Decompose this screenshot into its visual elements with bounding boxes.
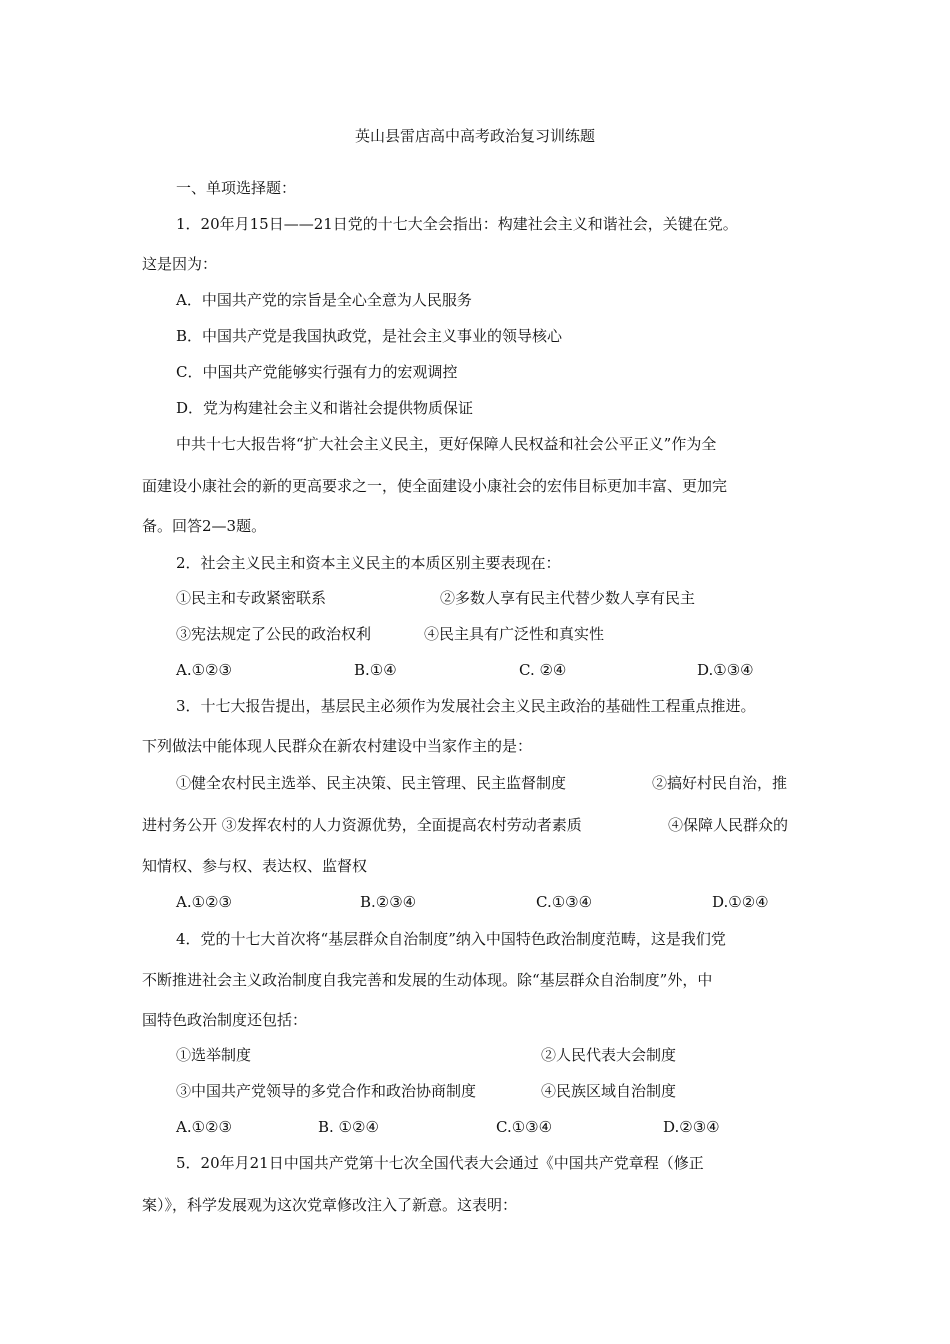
q4-stem-line2: 不断推进社会主义政治制度自我完善和发展的生动体现。除“基层群众自治制度”外，中: [142, 971, 713, 989]
q2-option-b: B.①④: [354, 661, 397, 679]
passage-line3: 备。回答2—3题。: [142, 517, 267, 535]
q1-stem-line2: 这是因为：: [142, 255, 218, 273]
q2-option-a: A.①②③: [176, 661, 232, 679]
q1-option-d: D．党为构建社会主义和谐社会提供物质保证: [176, 399, 474, 417]
q4-statement-1: ①选举制度: [176, 1046, 252, 1064]
section-heading: 一、单项选择题：: [176, 179, 297, 197]
q4-statement-4: ④民族区域自治制度: [541, 1082, 677, 1100]
q3-option-d: D.①②④: [712, 893, 769, 911]
q4-stem-line1: 4．党的十七大首次将“基层群众自治制度”纳入中国特色政治制度范畴，这是我们党: [176, 930, 726, 948]
q2-statement-1: ①民主和专政紧密联系: [176, 589, 327, 607]
q4-option-d: D.②③④: [663, 1118, 720, 1136]
passage-line1: 中共十七大报告将“扩大社会主义民主，更好保障人民权益和社会公平正义”作为全: [176, 435, 717, 453]
q5-stem-line2: 案）》，科学发展观为这次党章修改注入了新意。这表明：: [142, 1196, 518, 1214]
q4-statement-2: ②人民代表大会制度: [541, 1046, 677, 1064]
q4-stem-line3: 国特色政治制度还包括：: [142, 1011, 308, 1029]
q4-option-c: C.①③④: [496, 1118, 553, 1136]
q3-statement-line4: 进村务公开 ③发挥农村的人力资源优势，全面提高农村劳动者素质: [142, 816, 582, 834]
q1-option-a: A．中国共产党的宗旨是全心全意为人民服务: [176, 291, 472, 309]
q2-stem: 2．社会主义民主和资本主义民主的本质区别主要表现在：: [176, 554, 561, 572]
q4-option-a: A.①②③: [176, 1118, 232, 1136]
q1-option-b: B．中国共产党是我国执政党，是社会主义事业的领导核心: [176, 327, 563, 345]
q3-stem-line1: 3．十七大报告提出，基层民主必须作为发展社会主义民主政治的基础性工程重点推进。: [176, 697, 756, 715]
q1-option-c: C．中国共产党能够实行强有力的宏观调控: [176, 363, 458, 381]
document-title: 英山县雷店高中高考政治复习训练题: [354, 127, 595, 145]
q3-statement-1: ①健全农村民主选举、民主决策、民主管理、民主监督制度: [176, 774, 567, 792]
q3-option-b: B.②③④: [360, 893, 417, 911]
q3-option-a: A.①②③: [176, 893, 232, 911]
q4-statement-3: ③中国共产党领导的多党合作和政治协商制度: [176, 1082, 477, 1100]
q5-stem-line1: 5．20年月21日中国共产党第十七次全国代表大会通过《中国共产党章程（修正: [176, 1154, 704, 1172]
q2-statement-3: ③宪法规定了公民的政治权利: [176, 625, 372, 643]
q3-statement-2: ②搞好村民自治，推: [652, 774, 788, 792]
q4-option-b: B. ①②④: [318, 1118, 379, 1136]
q1-stem-line1: 1．20年月15日——21日党的十七大全会指出：构建社会主义和谐社会，关键在党。: [176, 215, 738, 233]
passage-line2: 面建设小康社会的新的更高要求之一，使全面建设小康社会的宏伟目标更加丰富、更加完: [142, 477, 728, 495]
q3-option-c: C.①③④: [536, 893, 593, 911]
q2-statement-2: ②多数人享有民主代替少数人享有民主: [440, 589, 696, 607]
q3-stem-line2: 下列做法中能体现人民群众在新农村建设中当家作主的是：: [142, 737, 533, 755]
q3-statement-4: ④保障人民群众的: [668, 816, 789, 834]
q2-statement-4: ④民主具有广泛性和真实性: [424, 625, 605, 643]
q2-option-d: D.①③④: [697, 661, 754, 679]
q2-option-c: C. ②④: [519, 661, 567, 679]
q3-statement-line5: 知情权、参与权、表达权、监督权: [142, 857, 368, 875]
